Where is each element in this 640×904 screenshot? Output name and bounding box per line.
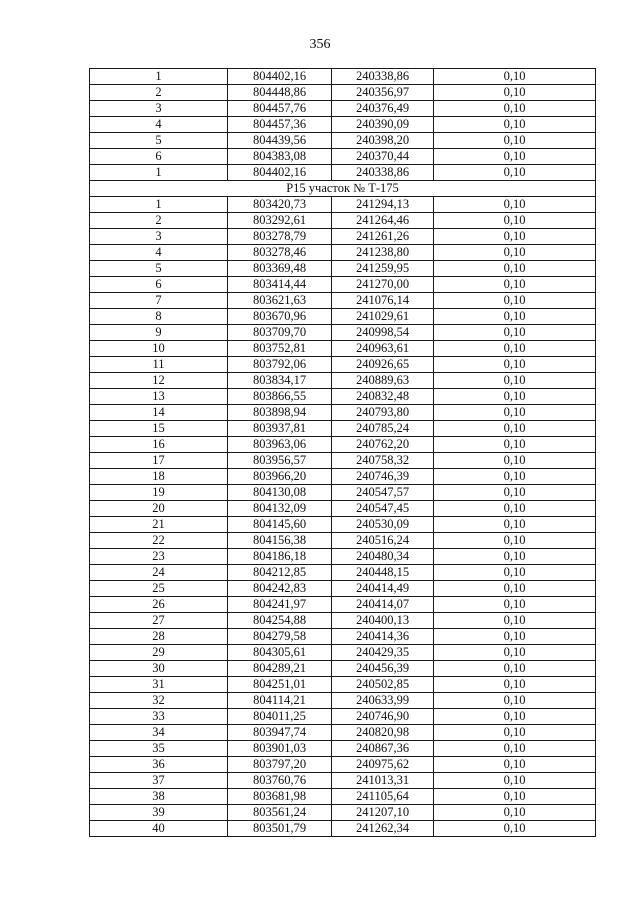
accuracy-cell: 0,10 [434, 629, 596, 645]
coordinates-table-body [90, 69, 596, 837]
accuracy-cell: 0,10 [434, 485, 596, 501]
accuracy-cell: 0,10 [434, 645, 596, 661]
accuracy-cell: 0,10 [434, 773, 596, 789]
accuracy-cell: 0,10 [434, 261, 596, 277]
table-row [90, 213, 596, 229]
table-row [90, 789, 596, 805]
x-coordinate-cell: 803956,57 [228, 453, 332, 469]
x-coordinate-cell: 804011,25 [228, 709, 332, 725]
point-number-cell: 27 [90, 613, 228, 629]
point-number-cell: 29 [90, 645, 228, 661]
accuracy-cell: 0,10 [434, 149, 596, 165]
accuracy-cell: 0,10 [434, 277, 596, 293]
point-number-cell: 3 [90, 101, 228, 117]
x-coordinate-cell: 804212,85 [228, 565, 332, 581]
section-title: P15 участок № Т-175 [90, 181, 596, 197]
point-number-cell: 17 [90, 453, 228, 469]
x-coordinate-cell: 803834,17 [228, 373, 332, 389]
accuracy-cell: 0,10 [434, 197, 596, 213]
y-coordinate-cell: 240414,07 [332, 597, 434, 613]
x-coordinate-cell: 803792,06 [228, 357, 332, 373]
accuracy-cell: 0,10 [434, 501, 596, 517]
y-coordinate-cell: 241207,10 [332, 805, 434, 821]
table-row [90, 389, 596, 405]
accuracy-cell: 0,10 [434, 437, 596, 453]
table-row [90, 325, 596, 341]
table-row [90, 437, 596, 453]
table-row [90, 149, 596, 165]
table-row [90, 725, 596, 741]
y-coordinate-cell: 240400,13 [332, 613, 434, 629]
x-coordinate-cell: 804457,36 [228, 117, 332, 133]
table-row [90, 581, 596, 597]
y-coordinate-cell: 241270,00 [332, 277, 434, 293]
accuracy-cell: 0,10 [434, 421, 596, 437]
accuracy-cell: 0,10 [434, 661, 596, 677]
y-coordinate-cell: 240793,80 [332, 405, 434, 421]
accuracy-cell: 0,10 [434, 533, 596, 549]
accuracy-cell: 0,10 [434, 741, 596, 757]
x-coordinate-cell: 803414,44 [228, 277, 332, 293]
accuracy-cell: 0,10 [434, 357, 596, 373]
x-coordinate-cell: 803292,61 [228, 213, 332, 229]
y-coordinate-cell: 241259,95 [332, 261, 434, 277]
y-coordinate-cell: 240530,09 [332, 517, 434, 533]
accuracy-cell: 0,10 [434, 213, 596, 229]
accuracy-cell: 0,10 [434, 693, 596, 709]
x-coordinate-cell: 803901,03 [228, 741, 332, 757]
table-row [90, 341, 596, 357]
point-number-cell: 19 [90, 485, 228, 501]
point-number-cell: 10 [90, 341, 228, 357]
x-coordinate-cell: 804383,08 [228, 149, 332, 165]
table-row [90, 309, 596, 325]
accuracy-cell: 0,10 [434, 69, 596, 85]
x-coordinate-cell: 803278,79 [228, 229, 332, 245]
y-coordinate-cell: 241264,46 [332, 213, 434, 229]
point-number-cell: 5 [90, 261, 228, 277]
point-number-cell: 4 [90, 245, 228, 261]
accuracy-cell: 0,10 [434, 389, 596, 405]
point-number-cell: 40 [90, 821, 228, 837]
y-coordinate-cell: 240376,49 [332, 101, 434, 117]
x-coordinate-cell: 803866,55 [228, 389, 332, 405]
point-number-cell: 15 [90, 421, 228, 437]
point-number-cell: 33 [90, 709, 228, 725]
x-coordinate-cell: 804251,01 [228, 677, 332, 693]
point-number-cell: 39 [90, 805, 228, 821]
point-number-cell: 32 [90, 693, 228, 709]
accuracy-cell: 0,10 [434, 821, 596, 837]
y-coordinate-cell: 240456,39 [332, 661, 434, 677]
y-coordinate-cell: 241105,64 [332, 789, 434, 805]
y-coordinate-cell: 240547,45 [332, 501, 434, 517]
x-coordinate-cell: 804402,16 [228, 165, 332, 181]
table-row [90, 709, 596, 725]
accuracy-cell: 0,10 [434, 341, 596, 357]
accuracy-cell: 0,10 [434, 677, 596, 693]
point-number-cell: 31 [90, 677, 228, 693]
table-row [90, 821, 596, 837]
table-row [90, 453, 596, 469]
x-coordinate-cell: 804448,86 [228, 85, 332, 101]
point-number-cell: 13 [90, 389, 228, 405]
table-row [90, 69, 596, 85]
accuracy-cell: 0,10 [434, 117, 596, 133]
table-row [90, 677, 596, 693]
accuracy-cell: 0,10 [434, 469, 596, 485]
point-number-cell: 38 [90, 789, 228, 805]
accuracy-cell: 0,10 [434, 101, 596, 117]
table-row [90, 485, 596, 501]
y-coordinate-cell: 240998,54 [332, 325, 434, 341]
point-number-cell: 16 [90, 437, 228, 453]
table-row [90, 517, 596, 533]
x-coordinate-cell: 804241,97 [228, 597, 332, 613]
x-coordinate-cell: 804305,61 [228, 645, 332, 661]
x-coordinate-cell: 804186,18 [228, 549, 332, 565]
x-coordinate-cell: 803369,48 [228, 261, 332, 277]
table-row [90, 757, 596, 773]
x-coordinate-cell: 803709,70 [228, 325, 332, 341]
x-coordinate-cell: 803561,24 [228, 805, 332, 821]
y-coordinate-cell: 241262,34 [332, 821, 434, 837]
table-row [90, 629, 596, 645]
table-row [90, 613, 596, 629]
point-number-cell: 30 [90, 661, 228, 677]
point-number-cell: 21 [90, 517, 228, 533]
table-row [90, 661, 596, 677]
accuracy-cell: 0,10 [434, 453, 596, 469]
x-coordinate-cell: 803681,98 [228, 789, 332, 805]
accuracy-cell: 0,10 [434, 133, 596, 149]
point-number-cell: 1 [90, 197, 228, 213]
table-row [90, 245, 596, 261]
accuracy-cell: 0,10 [434, 757, 596, 773]
page-number: 356 [309, 37, 331, 52]
y-coordinate-cell: 240338,86 [332, 165, 434, 181]
y-coordinate-cell: 241261,26 [332, 229, 434, 245]
table-row [90, 773, 596, 789]
point-number-cell: 28 [90, 629, 228, 645]
x-coordinate-cell: 803621,63 [228, 293, 332, 309]
x-coordinate-cell: 804130,08 [228, 485, 332, 501]
table-row [90, 101, 596, 117]
table-row [90, 165, 596, 181]
table-row [90, 197, 596, 213]
x-coordinate-cell: 803278,46 [228, 245, 332, 261]
x-coordinate-cell: 803947,74 [228, 725, 332, 741]
point-number-cell: 5 [90, 133, 228, 149]
y-coordinate-cell: 240448,15 [332, 565, 434, 581]
accuracy-cell: 0,10 [434, 517, 596, 533]
point-number-cell: 4 [90, 117, 228, 133]
accuracy-cell: 0,10 [434, 405, 596, 421]
x-coordinate-cell: 804114,21 [228, 693, 332, 709]
section-row [90, 181, 596, 197]
x-coordinate-cell: 803760,76 [228, 773, 332, 789]
x-coordinate-cell: 803797,20 [228, 757, 332, 773]
point-number-cell: 26 [90, 597, 228, 613]
accuracy-cell: 0,10 [434, 597, 596, 613]
y-coordinate-cell: 240746,39 [332, 469, 434, 485]
accuracy-cell: 0,10 [434, 165, 596, 181]
accuracy-cell: 0,10 [434, 229, 596, 245]
table-row [90, 805, 596, 821]
x-coordinate-cell: 803670,96 [228, 309, 332, 325]
x-coordinate-cell: 803501,79 [228, 821, 332, 837]
point-number-cell: 6 [90, 277, 228, 293]
accuracy-cell: 0,10 [434, 613, 596, 629]
table-row [90, 533, 596, 549]
x-coordinate-cell: 803752,81 [228, 341, 332, 357]
x-coordinate-cell: 804132,09 [228, 501, 332, 517]
y-coordinate-cell: 241029,61 [332, 309, 434, 325]
x-coordinate-cell: 804254,88 [228, 613, 332, 629]
x-coordinate-cell: 803898,94 [228, 405, 332, 421]
y-coordinate-cell: 240633,99 [332, 693, 434, 709]
x-coordinate-cell: 804242,83 [228, 581, 332, 597]
accuracy-cell: 0,10 [434, 805, 596, 821]
table-row [90, 357, 596, 373]
x-coordinate-cell: 803420,73 [228, 197, 332, 213]
table-row [90, 565, 596, 581]
table-row [90, 277, 596, 293]
y-coordinate-cell: 240502,85 [332, 677, 434, 693]
point-number-cell: 35 [90, 741, 228, 757]
point-number-cell: 3 [90, 229, 228, 245]
y-coordinate-cell: 240975,62 [332, 757, 434, 773]
point-number-cell: 22 [90, 533, 228, 549]
point-number-cell: 25 [90, 581, 228, 597]
table-row [90, 117, 596, 133]
x-coordinate-cell: 804289,21 [228, 661, 332, 677]
y-coordinate-cell: 240746,90 [332, 709, 434, 725]
accuracy-cell: 0,10 [434, 309, 596, 325]
x-coordinate-cell: 804457,76 [228, 101, 332, 117]
y-coordinate-cell: 241294,13 [332, 197, 434, 213]
y-coordinate-cell: 240889,63 [332, 373, 434, 389]
y-coordinate-cell: 240785,24 [332, 421, 434, 437]
table-row [90, 741, 596, 757]
table-row [90, 85, 596, 101]
x-coordinate-cell: 804402,16 [228, 69, 332, 85]
table-row [90, 133, 596, 149]
accuracy-cell: 0,10 [434, 549, 596, 565]
point-number-cell: 9 [90, 325, 228, 341]
y-coordinate-cell: 240390,09 [332, 117, 434, 133]
y-coordinate-cell: 240547,57 [332, 485, 434, 501]
point-number-cell: 18 [90, 469, 228, 485]
point-number-cell: 12 [90, 373, 228, 389]
accuracy-cell: 0,10 [434, 565, 596, 581]
table-row [90, 693, 596, 709]
point-number-cell: 6 [90, 149, 228, 165]
y-coordinate-cell: 240762,20 [332, 437, 434, 453]
table-row [90, 261, 596, 277]
x-coordinate-cell: 804439,56 [228, 133, 332, 149]
coordinates-table [89, 68, 596, 837]
table-row [90, 469, 596, 485]
y-coordinate-cell: 240429,35 [332, 645, 434, 661]
point-number-cell: 37 [90, 773, 228, 789]
point-number-cell: 7 [90, 293, 228, 309]
table-row [90, 549, 596, 565]
y-coordinate-cell: 240398,20 [332, 133, 434, 149]
x-coordinate-cell: 804279,58 [228, 629, 332, 645]
table-row [90, 405, 596, 421]
point-number-cell: 24 [90, 565, 228, 581]
point-number-cell: 11 [90, 357, 228, 373]
y-coordinate-cell: 240820,98 [332, 725, 434, 741]
point-number-cell: 2 [90, 213, 228, 229]
y-coordinate-cell: 240370,44 [332, 149, 434, 165]
point-number-cell: 23 [90, 549, 228, 565]
x-coordinate-cell: 804145,60 [228, 517, 332, 533]
table-row [90, 645, 596, 661]
y-coordinate-cell: 240516,24 [332, 533, 434, 549]
y-coordinate-cell: 240832,48 [332, 389, 434, 405]
table-row [90, 501, 596, 517]
point-number-cell: 14 [90, 405, 228, 421]
table-row [90, 229, 596, 245]
x-coordinate-cell: 804156,38 [228, 533, 332, 549]
x-coordinate-cell: 803963,06 [228, 437, 332, 453]
accuracy-cell: 0,10 [434, 325, 596, 341]
accuracy-cell: 0,10 [434, 245, 596, 261]
y-coordinate-cell: 241076,14 [332, 293, 434, 309]
point-number-cell: 1 [90, 69, 228, 85]
table-row [90, 597, 596, 613]
accuracy-cell: 0,10 [434, 709, 596, 725]
x-coordinate-cell: 803937,81 [228, 421, 332, 437]
table-row [90, 293, 596, 309]
table-row [90, 373, 596, 389]
accuracy-cell: 0,10 [434, 581, 596, 597]
y-coordinate-cell: 240867,36 [332, 741, 434, 757]
accuracy-cell: 0,10 [434, 293, 596, 309]
point-number-cell: 2 [90, 85, 228, 101]
y-coordinate-cell: 240414,49 [332, 581, 434, 597]
accuracy-cell: 0,10 [434, 789, 596, 805]
accuracy-cell: 0,10 [434, 373, 596, 389]
y-coordinate-cell: 240758,32 [332, 453, 434, 469]
x-coordinate-cell: 803966,20 [228, 469, 332, 485]
accuracy-cell: 0,10 [434, 725, 596, 741]
point-number-cell: 36 [90, 757, 228, 773]
y-coordinate-cell: 240480,34 [332, 549, 434, 565]
y-coordinate-cell: 240356,97 [332, 85, 434, 101]
point-number-cell: 1 [90, 165, 228, 181]
y-coordinate-cell: 240963,61 [332, 341, 434, 357]
y-coordinate-cell: 240926,65 [332, 357, 434, 373]
accuracy-cell: 0,10 [434, 85, 596, 101]
table-row [90, 421, 596, 437]
point-number-cell: 20 [90, 501, 228, 517]
y-coordinate-cell: 240338,86 [332, 69, 434, 85]
y-coordinate-cell: 240414,36 [332, 629, 434, 645]
y-coordinate-cell: 241238,80 [332, 245, 434, 261]
point-number-cell: 8 [90, 309, 228, 325]
point-number-cell: 34 [90, 725, 228, 741]
y-coordinate-cell: 241013,31 [332, 773, 434, 789]
